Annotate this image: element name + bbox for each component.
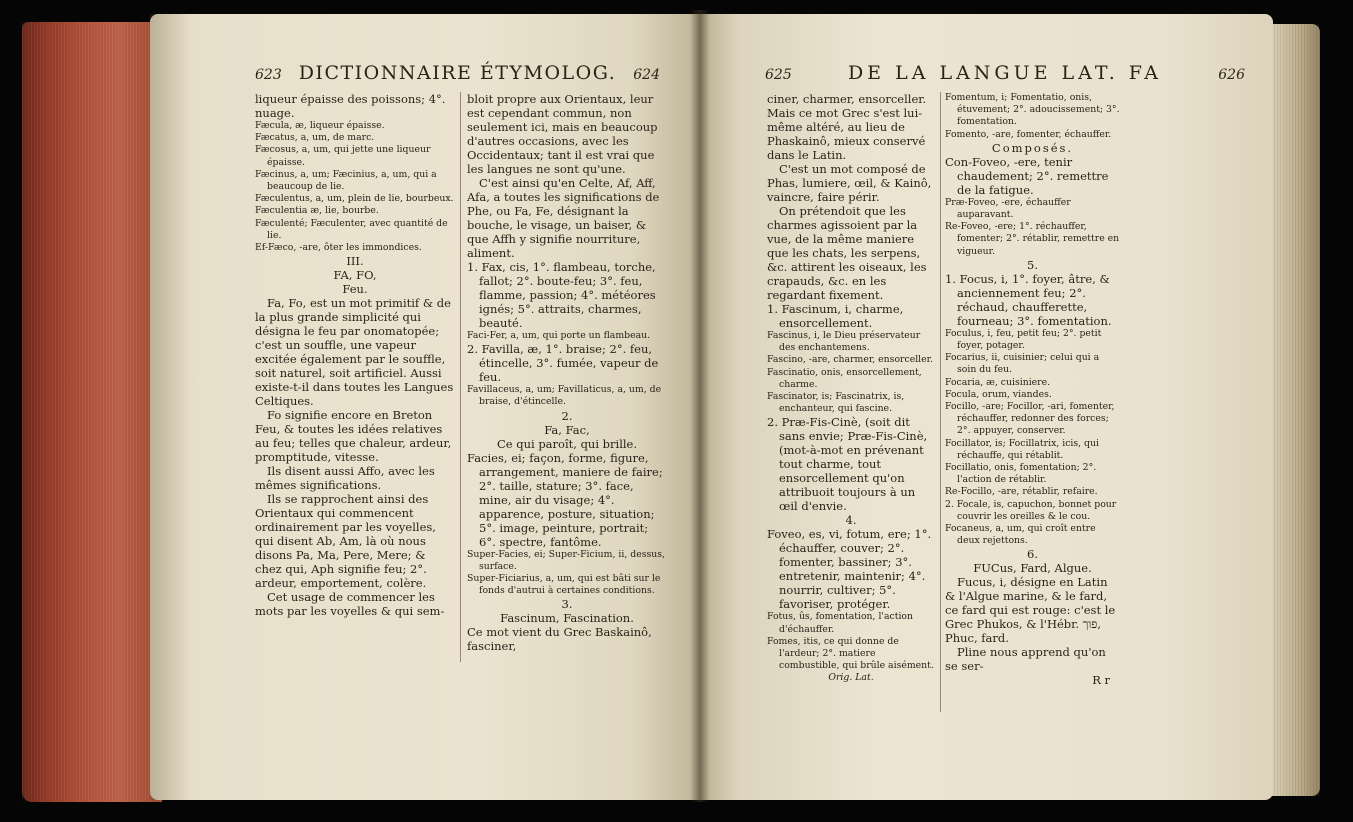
entry: Focillo, -are; Focillor, -ari, fomenter, réchauffer, redonner des forces; 2°. appuyer, conserver. [945, 401, 1115, 437]
section-heading: Fa, Fac, [544, 422, 590, 437]
paragraph: Cet usage de commencer les mots par les voyelles & qui sem- [255, 590, 445, 619]
paragraph: Fo signifie encore en Breton Feu, & toutes les idées relatives au feu; telles que chaleur, ardeur, promptitude, vitesse. [255, 408, 452, 465]
paragraph: bloit propre aux Orientaux, leur est cependant commun, non seulement ici, mais en beaucoup d'autres occasions, avec les Occidentaux; tant il est vrai que les langues ne sont qu'une. [467, 92, 658, 176]
column-3 [767, 92, 935, 685]
entry: Focula, orum, viandes. [945, 388, 1052, 400]
entry: Fæculenté; Fæculenter, avec quantité de lie. [255, 217, 448, 241]
entry: Foculus, i, feu, petit feu; 2°. petit foyer, potager. [945, 327, 1102, 352]
footer-signature-text: Orig. Lat. [828, 672, 874, 684]
entry: Fomes, itis, ce qui donne de l'ardeur; 2°. matiere combustible, qui brûle aisément. [767, 635, 934, 672]
entry: Fascinus, i, le Dieu préservateur des enchantemens. [767, 330, 921, 354]
right-header-title: DE LA LANGUE LAT. FA [847, 62, 1163, 84]
entry: Fomento, -are, fomenter, échauffer. [945, 128, 1112, 140]
entry: Foveo, es, vi, fotum, ere; 1°. échauffer, couver; 2°. fomenter, bassiner; 3°. entretenir, maintenir; 4°. nourrir, cultiver; 5°. favoriser, protéger. [767, 527, 932, 612]
section-heading: Composés. [991, 140, 1074, 155]
left-page-shadow [150, 14, 190, 800]
entry: 2. Focale, is, capuchon, bonnet pour couvrir les oreilles & le cou. [945, 498, 1117, 522]
right-running-head [765, 62, 1245, 88]
entry: Focaria, æ, cuisiniere. [945, 376, 1051, 388]
paragraph: ciner, charmer, ensorceller. Mais ce mot Grec s'est lui-même altéré, au lieu de Phaskainô, mieux conservé dans le Latin. [767, 92, 927, 162]
page-number-625: 625 [765, 67, 792, 83]
right-column-rule [940, 92, 941, 712]
entry: Re-Focillo, -are, rétablir, refaire. [945, 486, 1098, 498]
paragraph: Fa, Fo, est un mot primitif & de la plus grande simplicité qui désigna le feu par onomatopée; c'est un souffle, une vapeur excitée également par le souffle, soit naturel, soit artificiel. Aussi existe-t-il dans toutes les Langues Celtiques. [255, 296, 454, 409]
page-number-623: 623 [255, 67, 282, 83]
column-4 [945, 92, 1120, 687]
entry: Fomentum, i; Fomentatio, onis, étuvement; 2°. adoucissement; 3°. fomentation. [945, 92, 1120, 128]
section-number: 4. [845, 513, 857, 528]
left-header-title: DICTIONNAIRE ÉTYMOLOG. [298, 62, 617, 84]
entry: 2. Præ-Fis-Cinè, (soit dit sans envie; Præ-Fis-Cinè, (mot-à-mot en prévenant tout charme, tout ensorcellement qu'on attribuoit toujours à un œil d'envie. [767, 415, 928, 514]
entry: Focillatio, onis, fomentation; 2°. l'action de rétablir. [945, 462, 1097, 486]
section-number: 2. [561, 408, 573, 423]
entry: Super-Facies, ei; Super-Ficium, ii, dessus, surface. [467, 548, 665, 572]
left-column-rule [460, 92, 461, 662]
section-subheading: Ce qui paroît, qui brille. [496, 436, 638, 451]
section-number: 5. [1027, 257, 1038, 272]
paragraph: Fucus, i, désigne en Latin & l'Algue marine, & le fard, ce fard qui est rouge: c'est le Grec Phukos, & l'Hébr. פוך, Phuc, fard. [945, 575, 1116, 646]
entry: Facies, ei; façon, forme, figure, arrangement, maniere de faire; 2°. taille, stature; 3°. face, mine, air du visage; 4°. apparence, posture, situation; 5°. image, peinture, portrait; 6°. spectre, fantôme. [467, 450, 663, 549]
paragraph: C'est ainsi qu'en Celte, Af, Aff, Afa, a toutes les significations de Phe, ou Fa, Fe, désignant la bouche, le visage, un baiser, & que Affh y signifie nourriture, aliment. [467, 176, 660, 260]
section-number: III. [346, 254, 364, 269]
section-number: 3. [561, 597, 573, 612]
text-line: liqueur épaisse des poissons; 4°. nuage. [255, 92, 446, 120]
entry: Con-Foveo, -ere, tenir chaudement; 2°. remettre de la fatigue. [945, 154, 1109, 197]
entry: Focillator, is; Focillatrix, icis, qui réchauffe, qui rétablit. [945, 437, 1099, 461]
entry: 1. Fax, cis, 1°. flambeau, torche, fallot; 2°. boute-feu; 3°. feu, flamme, passion; 4°. météores ignés; 5°. attraits, charmes, beauté. [467, 260, 656, 330]
entry: Ef-Fæco, -are, ôter les immondices. [255, 242, 422, 254]
entry: Præ-Foveo, -ere, échauffer auparavant. [945, 196, 1071, 221]
entry: 1. Fascinum, i, charme, ensorcellement. [767, 302, 904, 330]
entry: Fæcinus, a, um; Fæcinius, a, um, qui a beaucoup de lie. [255, 168, 437, 193]
entry: Fæcula, æ, liqueur épaisse. [255, 120, 385, 131]
entry: Fascinatio, onis, ensorcellement, charme. [767, 366, 922, 390]
section-number: 6. [1027, 547, 1038, 562]
entry: Fascinator, is; Fascinatrix, is, enchanteur, qui fascine. [767, 391, 905, 415]
left-page-edges [22, 22, 162, 802]
page-number-624: 624 [633, 67, 660, 83]
paragraph: On prétendoit que les charmes agissoient par la vue, de la même maniere que les chats, les serpens, &c. attirent les oiseaux, les crapauds, &c. en les regardant fixement. [767, 204, 927, 302]
entry: Super-Ficiarius, a, um, qui est bâti sur le fonds d'autrui à certaines conditions. [467, 573, 661, 597]
column-1 [255, 92, 455, 618]
entry: Fæcosus, a, um, qui jette une liqueur épaisse. [255, 144, 431, 168]
entry: Focaneus, a, um, qui croît entre deux rejettons. [945, 523, 1096, 547]
entry: 2. Favilla, æ, 1°. braise; 2°. feu, étincelle, 3°. fumée, vapeur de feu. [467, 342, 659, 385]
section-subheading: Feu. [342, 282, 368, 297]
page-number-626: 626 [1218, 67, 1245, 83]
entry: Focarius, ii, cuisinier; celui qui a soin du feu. [945, 352, 1100, 376]
entry: 1. Focus, i, 1°. foyer, âtre, & anciennement feu; 2°. réchaud, chaufferette, fourneau; 3°. fomentation. [945, 271, 1112, 328]
left-running-head [255, 62, 660, 88]
paragraph: C'est un mot composé de Phas, lumiere, œil, & Kainô, vaincre, faire périr. [767, 162, 932, 204]
section-heading: FUCus, Fard, Algue. [973, 561, 1092, 576]
entry: Fascino, -are, charmer, ensorceller. [767, 354, 934, 366]
right-page-edges [1268, 24, 1320, 796]
paragraph: Pline nous apprend qu'on se ser- [945, 645, 1106, 674]
section-heading: Fascinum, Fascination. [500, 611, 634, 626]
paragraph: Ils disent aussi Affo, avec les mêmes significations. [255, 464, 435, 493]
paragraph: Ils se rapprochent ainsi des Orientaux qui commencent ordinairement par les voyelles, qui disent Ab, Am, là où nous disons Pa, Ma, Pere, Mere; & chez qui, Aph signifie feu; 2°. ardeur, emportement, colère. [255, 492, 436, 591]
section-heading: FA, FO, [333, 268, 377, 283]
entry: Re-Foveo, -ere; 1°. réchauffer, fomenter; 2°. rétablir, remettre en vigueur. [945, 221, 1120, 257]
column-2 [467, 92, 667, 653]
signature-mark: R r [1092, 673, 1110, 688]
entry: Favillaceus, a, um; Favillaticus, a, um, de braise, d'étincelle. [467, 384, 662, 408]
paragraph: Ce mot vient du Grec Baskainô, fasciner, [467, 625, 652, 654]
entry: Fæculentus, a, um, plein de lie, bourbeux. [255, 193, 454, 205]
entry: Fæculentia æ, lie, bourbe. [255, 205, 379, 217]
entry: Fotus, ûs, fomentation, l'action d'échauffer. [767, 611, 914, 635]
entry: Faci-Fer, a, um, qui porte un flambeau. [467, 330, 651, 341]
entry: Fæcatus, a, um, de marc. [255, 132, 375, 144]
book-gutter [690, 10, 710, 802]
